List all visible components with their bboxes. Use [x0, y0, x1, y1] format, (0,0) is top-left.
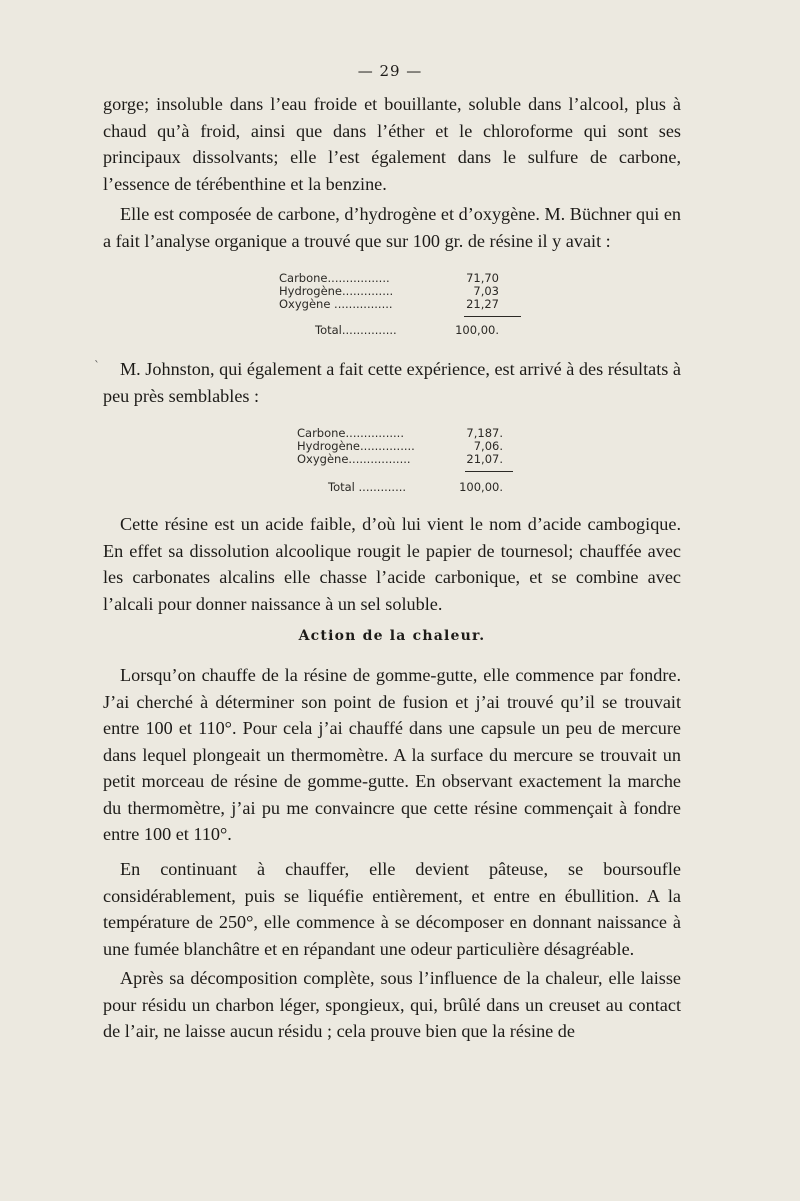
- row-value: 71,70: [466, 271, 499, 285]
- paragraph-text: Lorsqu’on chauffe de la résine de gomme-gutte, elle commence par fondre. J’ai cherché à déterminer son point de fusion et j’ai trouvé qu’il se trouvait entre 100 et 110°. Pour cela j’ai chauffé dans une capsule un peu de mercure dans lequel plongeait un thermomètre. A la surface du mercure se trouvait un petit morceau de résine de gomme-gutte. En observant exactement la marche du thermomètre, j’ai pu me convaincre que cette résine commençait à fondre entre 100 et 110°.: [103, 665, 681, 844]
- paragraph-text: M. Johnston, qui également a fait cette expérience, est arrivé à des résultats à peu près semblables :: [103, 359, 681, 406]
- row-label: Carbone................: [297, 426, 404, 440]
- total-value: 100,00.: [459, 480, 503, 494]
- paragraph-text: gorge; insoluble dans l’eau froide et bouillante, soluble dans l’alcool, plus à chaud qu’à froid, ainsi que dans l’éther et le chloroforme qui sont ses principaux dissolvants; elle l’est également dans le sulfure de carbone, l’essence de térébenthine et la benzine.: [103, 94, 681, 194]
- row-value: 21,27: [466, 297, 499, 311]
- table-row: [297, 453, 527, 466]
- paragraph-text: Cette résine est un acide faible, d’où lui vient le nom d’acide cambogique. En effet sa dissolution alcoolique rougit le papier de tournesol; chauffée avec les carbonates alcalins elle chasse l’acide carbonique, et se combine avec l’alcali pour donner naissance à un sel soluble.: [103, 514, 681, 614]
- paragraph-1: [103, 91, 681, 197]
- table-row: [279, 298, 519, 311]
- composition-table-johnston: [297, 427, 527, 507]
- total-label: Total .............: [328, 480, 407, 494]
- paragraph-text: Après sa décomposition complète, sous l’influence de la chaleur, elle laisse pour résidu un charbon léger, spongieux, qui, brûlé dans un creuset au contact de l’air, ne laisse aucun résidu ; cela prouve bien que la résine de: [103, 968, 681, 1041]
- paragraph-text: Elle est composée de carbone, d’hydrogène et d’oxygène. M. Büchner qui en a fait l’analyse organique a trouvé que sur 100 gr. de résine il y avait :: [103, 204, 681, 251]
- margin-mark: ˋ: [94, 359, 100, 373]
- total-label: Total...............: [315, 323, 397, 337]
- page-number: — 29 —: [357, 62, 423, 80]
- sum-rule: [464, 316, 521, 317]
- row-label: Hydrogène...............: [297, 439, 415, 453]
- row-value: 7,03: [473, 284, 499, 298]
- row-value: 7,187.: [466, 426, 503, 440]
- paragraph-3: [103, 356, 681, 409]
- row-label: Oxygène.................: [297, 452, 411, 466]
- row-value: 7,06.: [473, 439, 503, 453]
- paragraph-2: [103, 201, 681, 254]
- paragraph-5: [103, 662, 681, 848]
- row-label: Hydrogène..............: [279, 284, 394, 298]
- total-value: 100,00.: [455, 323, 499, 337]
- row-label: Oxygène ................: [279, 297, 393, 311]
- paragraph-6: [103, 856, 681, 962]
- composition-table-buchner: [279, 272, 519, 352]
- paragraph-4: [103, 511, 681, 617]
- row-value: 21,07.: [466, 452, 503, 466]
- row-label: Carbone.................: [279, 271, 390, 285]
- sum-rule: [465, 471, 513, 472]
- paragraph-7: [103, 965, 681, 1045]
- paragraph-text: En continuant à chauffer, elle devient pâteuse, se boursoufle considérablement, puis se liquéfie entièrement, et entre en ébullition. A la température de 250°, elle commence à se décomposer en donnant naissance à une fumée blanchâtre et en répandant une odeur particulière désagréable.: [103, 859, 681, 959]
- section-heading: Action de la chaleur.: [298, 628, 486, 644]
